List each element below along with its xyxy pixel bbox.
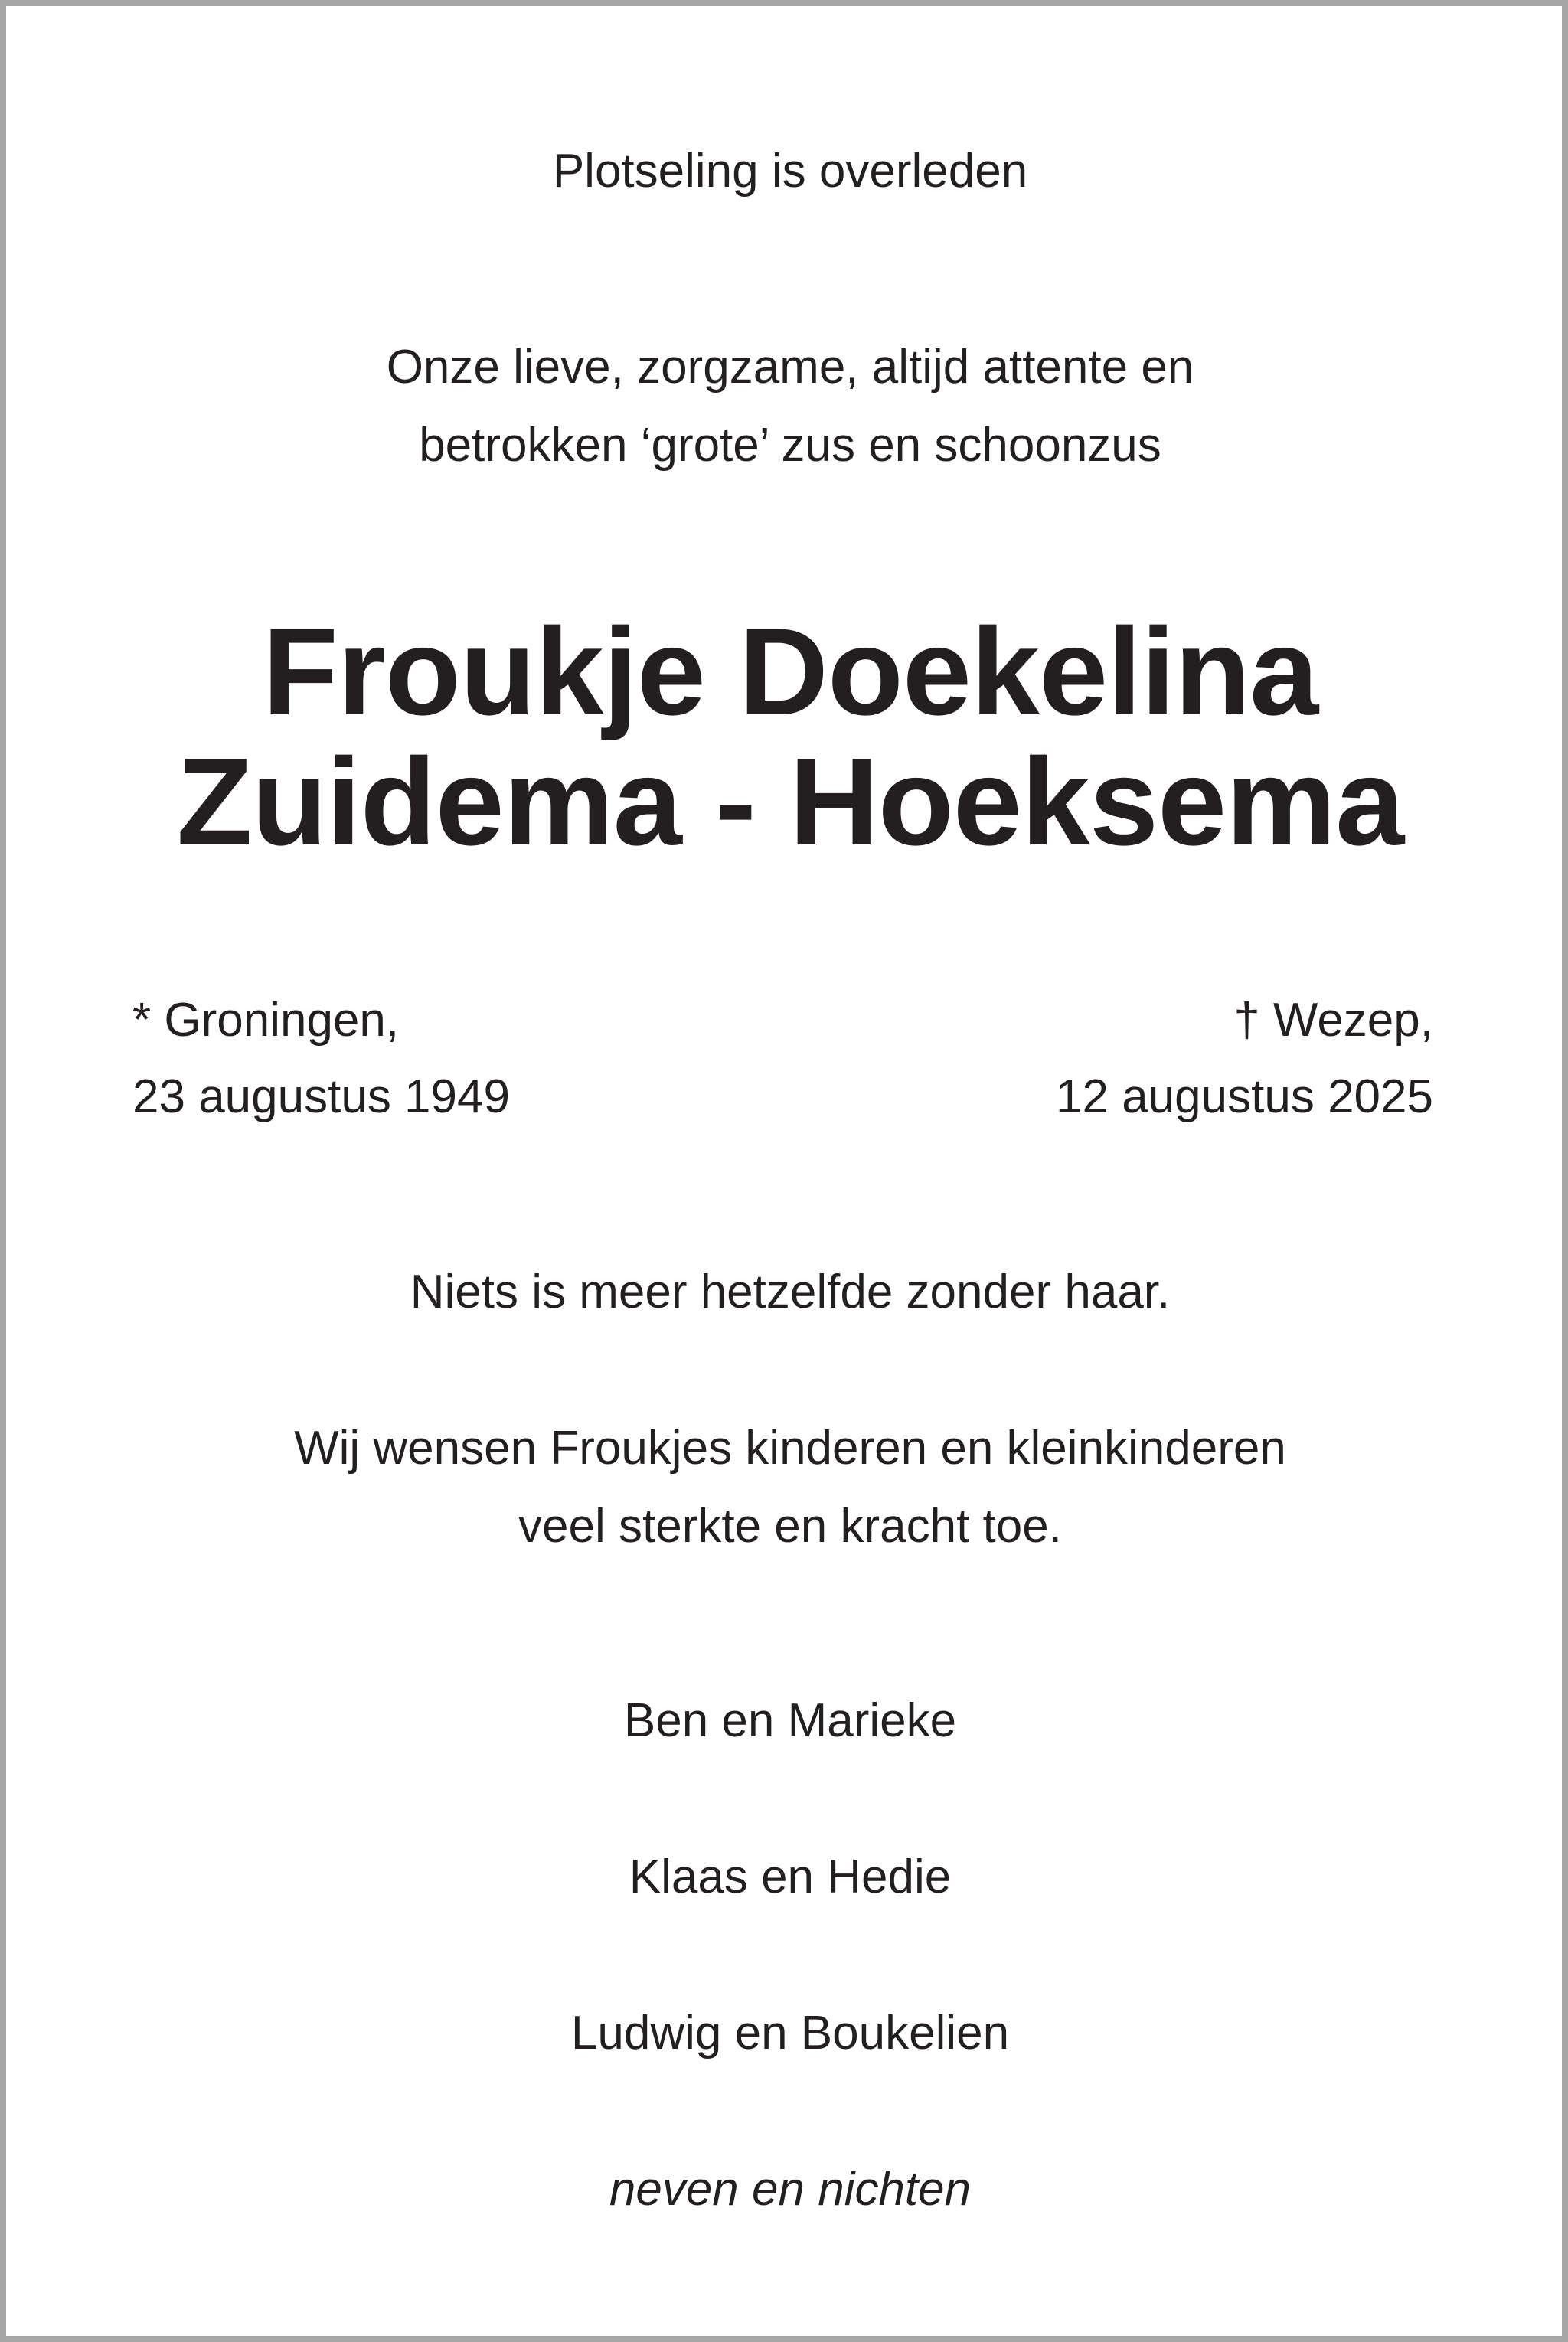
description-line-2: betrokken ‘grote’ zus en schoonzus	[419, 419, 1161, 472]
quote-text: Niets is meer hetzelfde zonder haar.	[410, 1266, 1171, 1318]
deceased-name-line-1: Froukje Doekelina	[262, 603, 1318, 741]
intro-text: Plotseling is overleden	[552, 145, 1028, 198]
closing-text: neven en nichten	[609, 2163, 972, 2216]
description-line-1: Onze lieve, zorgzame, altijd attente en	[386, 341, 1194, 394]
death-date: 12 augustus 2025	[1056, 1070, 1433, 1123]
birth-date: 23 augustus 1949	[132, 1070, 510, 1123]
family-member: Ben en Marieke	[623, 1694, 957, 1747]
death-place: † Wezep,	[1233, 994, 1433, 1047]
family-member: Klaas en Hedie	[629, 1850, 952, 1903]
birth-place: * Groningen,	[132, 994, 400, 1047]
deceased-name-line-2: Zuidema - Hoeksema	[176, 733, 1404, 871]
family-member: Ludwig en Boukelien	[570, 2007, 1010, 2059]
wish-line-1: Wij wensen Froukjes kinderen en kleinkinderen	[294, 1422, 1286, 1475]
wish-line-2: veel sterkte en kracht toe.	[518, 1500, 1062, 1553]
